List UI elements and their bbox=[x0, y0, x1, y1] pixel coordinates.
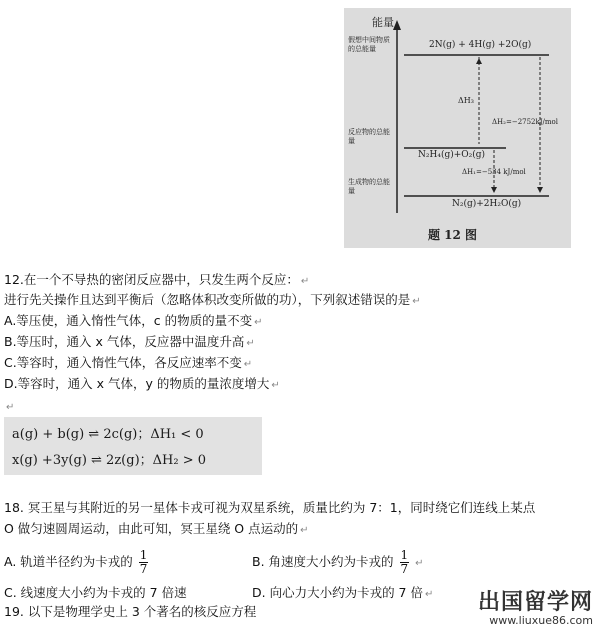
q18-option-c: C. 线速度大小约为卡戎的 7 倍速 bbox=[4, 585, 187, 600]
watermark-url: www.liuxue86.com bbox=[489, 614, 593, 627]
q12-option-d: D.等容时，通入 x 气体，y 的物质的量浓度增大 ↵ bbox=[4, 376, 280, 391]
fraction-one-seventh: $\frac{1}{7}$ bbox=[139, 548, 148, 576]
q18-option-b: B. 角速度大小约为卡戎的 $\frac{1}{7}$ ↵ bbox=[252, 548, 424, 576]
q19-stem: 19. 以下是物理学史上 3 个著名的核反应方程 bbox=[4, 604, 257, 619]
q12-option-a: A.等压使，通入惰性气体，c 的物质的量不变 ↵ bbox=[4, 313, 263, 328]
q12-option-c: C.等容时，通入惰性气体，各反应速率不变 ↵ bbox=[4, 355, 253, 370]
level-mid-formula: N₂H₄(g)+O₂(g) bbox=[418, 150, 486, 160]
equation-1: a(g) + b(g) ⇌ 2c(g)；ΔH₁ < 0 bbox=[12, 427, 204, 442]
y-axis-label: 能量 bbox=[372, 16, 394, 29]
figure-caption: 题 12 图 bbox=[428, 228, 478, 242]
dh1-label: ΔH₁=−534 kJ/mol bbox=[462, 168, 526, 176]
watermark-title: 出国留学网 bbox=[477, 590, 593, 615]
level-top-label: 假想中间物质的总能量 bbox=[348, 36, 390, 53]
dh2-label: ΔH₂=−2752kJ/mol bbox=[492, 118, 559, 126]
q12-stem-2: 进行先关操作且达到平衡后（忽略体积改变所做的功），下列叙述错误的是 ↵ bbox=[4, 292, 421, 307]
equation-2: x(g) +3y(g) ⇌ 2z(g)；ΔH₂ > 0 bbox=[12, 453, 207, 468]
fraction-one-seventh: $\frac{1}{7}$ bbox=[400, 548, 409, 576]
q12-stem-1: 12.在一个不导热的密闭反应器中，只发生两个反应： ↵ bbox=[4, 272, 310, 287]
level-bot-formula: N₂(g)+2H₂O(g) bbox=[452, 199, 522, 209]
q12-option-b: B.等压时，通入 x 气体，反应器中温度升高 ↵ bbox=[4, 334, 255, 349]
q18-stem-2: O 做匀速圆周运动，由此可知，冥王星绕 O 点运动的 ↵ bbox=[4, 521, 309, 536]
q18-stem-1: 18. 冥王星与其附近的另一星体卡戎可视为双星系统，质量比约为 7：1，同时绕它们连线上某点 bbox=[4, 500, 536, 515]
site-watermark bbox=[478, 585, 593, 627]
equations-photo bbox=[4, 417, 262, 475]
level-mid-label: 反应物的总能量 bbox=[348, 128, 390, 145]
q18-option-d: D. 向心力大小约为卡戎的 7 倍 ↵ bbox=[252, 585, 434, 600]
empty-line: ↵ bbox=[6, 402, 15, 413]
level-bot-label: 生成物的总能量 bbox=[348, 178, 390, 195]
level-top-formula: 2N(g) + 4H(g) +2O(g) bbox=[429, 40, 532, 50]
dh3-label: ΔH₃ bbox=[458, 96, 474, 105]
q18-option-a: A. 轨道半径约为卡戎的 $\frac{1}{7}$ bbox=[4, 548, 148, 576]
figure-12-photo bbox=[344, 8, 571, 248]
